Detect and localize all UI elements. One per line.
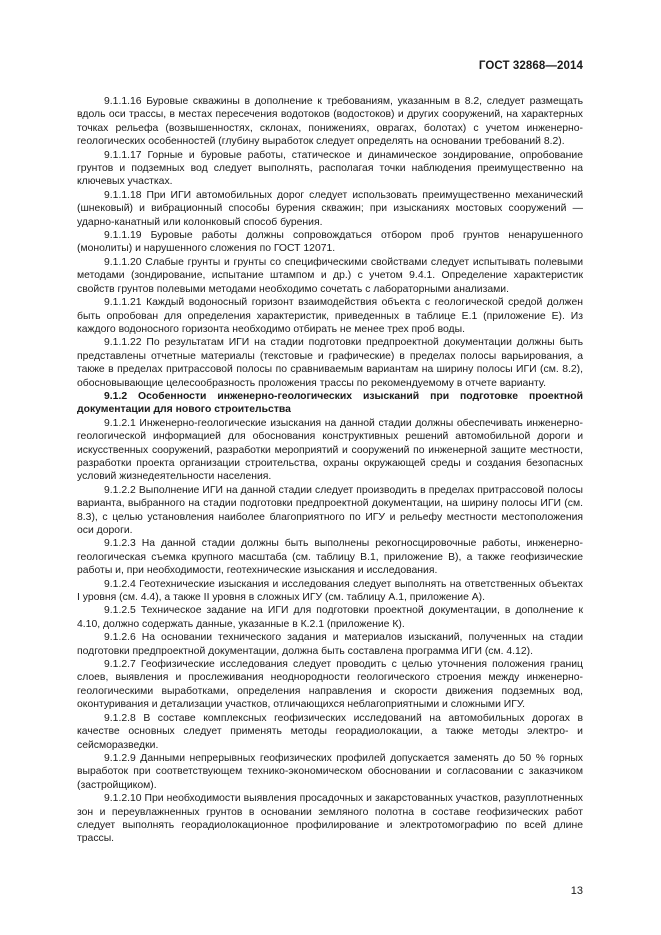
paragraph-9-1-2-3: 9.1.2.3 На данной стадии должны быть выполнены рекогносцировочные работы, инженерно-геологическая съемка крупного масштаба (см. таблицу В.1, приложение В), а также геофизические работы и, при необходимости, геотехнические изыскания и исследования. (77, 538, 583, 577)
paragraph-9-1-1-21: 9.1.1.21 Каждый водоносный горизонт взаимодействия объекта с геологической средой должен быть опробован для определения характеристик, приведенных в таблице Е.1 (приложение Е). Из каждого водоносного горизонта необходимо отбирать не менее трех проб воды. (77, 297, 583, 335)
paragraph-9-1-2-8: 9.1.2.8 В составе комплексных геофизических исследований на автомобильных дорогах в качестве основных следует применять методы георадиолокации, а также методы электро- и сейсморазведки. (77, 712, 583, 751)
paragraph-9-1-2-10: 9.1.2.10 При необходимости выявления просадочных и закарстованных участков, разуплотненных зон и переувлажненных грунтов в основании земляного полотна в составе геофизических работ следует выполнять георадиолокационное профилирование и электротомографию по всей длине трассы. (77, 793, 583, 845)
paragraph-9-1-2-2: 9.1.2.2 Выполнение ИГИ на данной стадии следует производить в пределах притрассовой полосы варианта, выбранного на стадии подготовки предпроектной документации, на ширину полосы ИГИ (см. 8.3), с целью установления наиболее благоприятного по ИГУ и рельефу местности местоположения оси дороги. (77, 484, 583, 536)
paragraph-9-1-1-20: 9.1.1.20 Слабые грунты и грунты со специфическими свойствами следует испытывать полевыми методами (зондирование, испытание штампом и др.) с учетом 9.4.1. Определение характеристик свойств грунтов полевыми методами необходимо сочетать с лабораторными анализами. (77, 256, 583, 295)
document-standard-id: ГОСТ 32868—2014 (478, 60, 583, 72)
paragraph-9-1-2-5: 9.1.2.5 Техническое задание на ИГИ для подготовки проектной документации, в дополнение к 4.10, должно содержать данные, указанные в К.2.1 (приложение К). (77, 605, 583, 630)
paragraph-9-1-1-17: 9.1.1.17 Горные и буровые работы, статическое и динамическое зондирование, опробование грунтов и подземных вод следует выполнять, располагая точки наблюдения преимущественно на ключевых участках. (77, 149, 583, 188)
paragraph-9-1-1-18: 9.1.1.18 При ИГИ автомобильных дорог следует использовать преимущественно механический (шнековый) и вибрационный способы бурения скважин; при изысканиях мостовых сооружений — ударно-канатный или колонковый способ бурения. (77, 189, 583, 228)
page-number: 13 (570, 885, 583, 897)
paragraph-9-1-2-6: 9.1.2.6 На основании технического задания и материалов изысканий, полученных на стадии подготовки предпроектной документации, должна быть составлена программа ИГИ (см. 4.12). (77, 632, 583, 657)
document-body (77, 95, 583, 846)
paragraph-9-1-2-1: 9.1.2.1 Инженерно-геологические изыскания на данной стадии должны обеспечивать инженерно-геологической информацией для обоснования конструктивных решений автомобильной дороги и искусственных сооружений, разработки мероприятий и сооружений по инженерной защите местности, разработки проекта организации строительства, охраны окружающей среды и создания безопасных условий жизнедеятельности населения. (77, 417, 583, 483)
paragraph-9-1-1-22: 9.1.1.22 По результатам ИГИ на стадии подготовки предпроектной документации должны быть представлены отчетные материалы (текстовые и графические) в пределах полосы варьирования, а также в пределах притрассовой полосы по сравниваемым вариантам на ширину полосы ИГИ (см. 8.2), обосновывающие целесообразность проложения трассы по рекомендуемому в отчете варианту. (77, 337, 583, 389)
paragraph-9-1-1-19: 9.1.1.19 Буровые работы должны сопровождаться отбором проб грунтов ненарушенного (монолиты) и нарушенного сложения по ГОСТ 12071. (77, 230, 583, 255)
paragraph-9-1-1-16: 9.1.1.16 Буровые скважины в дополнение к требованиям, указанным в 8.2, следует размещать вдоль оси трассы, в местах пересечения водотоков (водостоков) и других сооружений, на характерных точках рельефа (возвышенностях, склонах, понижениях, оврагах, болотах) с учетом инженерно-геологических особенностей (глубину выработок следует определять на основании требований 8.2). (77, 96, 583, 148)
paragraph-9-1-2-4: 9.1.2.4 Геотехнические изыскания и исследования следует выполнять на ответственных объектах I уровня (см. 4.4), а также II уровня в сложных ИГУ (см. таблицу А.1, приложение А). (77, 578, 583, 604)
paragraph-9-1-2-7: 9.1.2.7 Геофизические исследования следует проводить с целью уточнения положения границ слоев, выявления и прослеживания неоднородности геологического строения между инженерно-геологическими выработками, определения направления и скорости движения подземных вод, оконтуривания и детализации участков, отличающихся неблагоприятными и сложными ИГУ. (77, 659, 583, 711)
section-heading-9-1-2: 9.1.2 Особенности инженерно-геологических изысканий при подготовке проектной документации для нового строительства (77, 390, 583, 416)
paragraph-9-1-2-9: 9.1.2.9 Данными непрерывных геофизических профилей допускается заменять до 50 % горных выработок при соответствующем технико-экономическом обосновании и согласовании с заказчиком (застройщиком). (77, 752, 583, 791)
